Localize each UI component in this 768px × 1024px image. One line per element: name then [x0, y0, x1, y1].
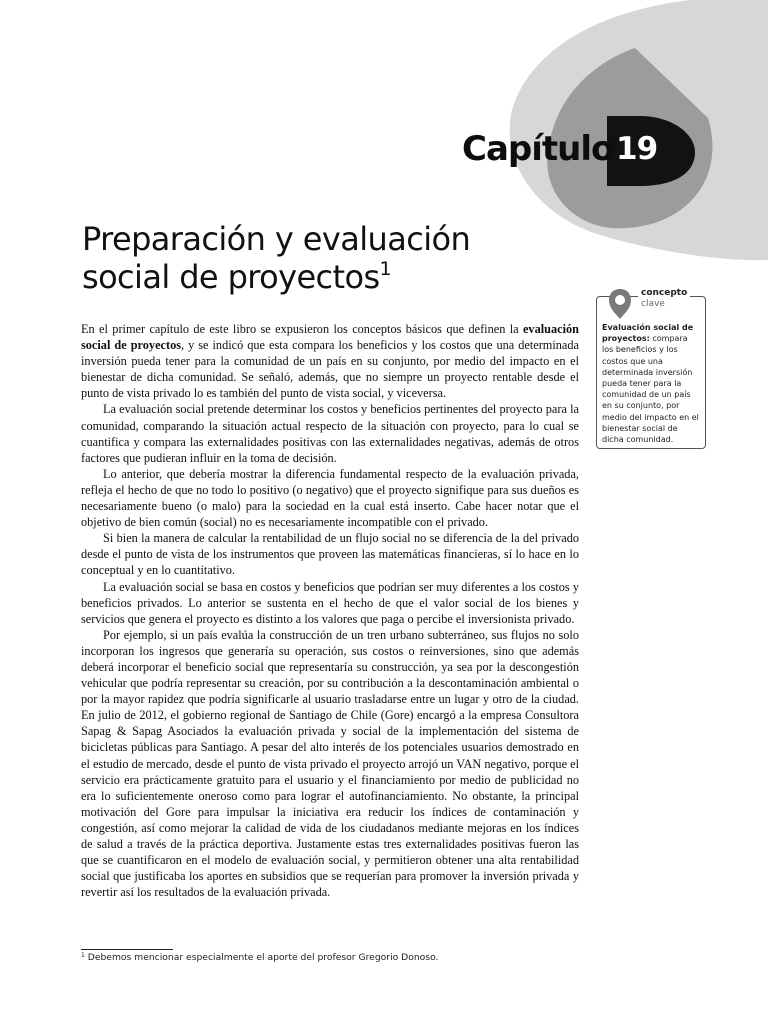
chapter-number: 19 — [616, 131, 658, 167]
chapter-title-line2: social de proyectos — [82, 258, 380, 296]
paragraph-2: La evaluación social pretende determinar los costos y beneficios pertinentes del proyecto para la comunidad, comparando la situación actual respecto de la situación con proyecto, para lo cual se cuantifica y compara las externalidades positivas con las externalidades negativas, además de otros factores que pudieran influir en la toma de decisión. — [81, 402, 579, 465]
paragraph-1 — [81, 321, 579, 401]
key-concept-sidebar — [596, 288, 706, 449]
body-text — [81, 321, 579, 900]
key-concept-text — [602, 322, 700, 445]
paragraph-6: Por ejemplo, si un país evalúa la construcción de un tren urbano subterráneo, sus flujos no solo incorporan los ingresos que generaría su operación, sus costos o reinversiones, sino que además deberá incorporar el beneficio social que representaría su construcción, ya sea por la descongestión vehicular que podría representar su creación, por su contribución a la descontaminación ambiental o por la mayor rapidez que podría significarle al usuario trasladarse entre un lugar y otro de la ciudad. En julio de 2012, el gobierno regional de Santiago de Chile (Gore) encargó a la empresa Consultora Sapag & Sapag Asociados la evaluación privada y social de la implementación del sistema de bicicletas públicas para Santiago. A pesar del alto interés de los potenciales usuarios demostrado en el estudio de mercado, desde el punto de vista privado el proyecto arrojó un VAN negativo, porque el servicio era prácticamente gratuito para el usuario y el financiamiento por medio de publicidad no era lo suficientemente oneroso como para lograr el autofinanciamiento. No obstante, la principal motivación del Gore para impulsar la iniciativa era reducir los índices de contaminación y congestión, así como mejorar la calidad de vida de los ciudadanos mediante mejoras en los índices de salud a través de la práctica deportiva. Justamente estas tres externalidades positivas fueron las que se cuantificaron en el modelo de evaluación social, y permitieron obtener una alta rentabilidad social que justificaba los aportes en subsidios que se requerían para promover la inversión privada y revertir así los resultados de la evaluación privada. — [81, 627, 579, 900]
title-footnote-ref: 1 — [379, 258, 392, 280]
paragraph-3: Lo anterior, que debería mostrar la diferencia fundamental respecto de la evaluación privada, refleja el hecho de que no todo lo positivo (o negativo) que el proyecto signifique para sus dueños es necesariamente bueno (o malo) para la sociedad en la cual está inserto. Cabe hacer notar que el objetivo de bien común (social) no es necesariamente incompatible con el privado. — [81, 466, 579, 530]
footnote-divider — [81, 949, 173, 950]
paragraph-5: La evaluación social se basa en costos y beneficios que podrían ser muy diferentes a los costos y beneficios privados. Lo anterior se sustenta en el hecho de que el valor social de los bienes y servicios que genera el proyecto es distinto a los valores que paga o percibe el inversionista privado. — [81, 579, 579, 626]
key-concept-heading-word1: concepto — [641, 288, 688, 298]
paragraph-1-end: , y se indicó que esta compara los beneficios y los costos que una determinada inversión pueda tener para la comunidad de un país en su conjunto, por medio del impacto en el bienestar de dicha comunidad. Se señaló, además, que no siempre un proyecto rentable desde el punto de vista privado lo es también del punto de vista social, y viceversa. — [81, 338, 579, 401]
paragraph-4: Si bien la manera de calcular la rentabilidad de un flujo social no se diferencia de la del privado desde el punto de vista de los instrumentos que proveen las matemáticas financieras, sí lo hace en lo conceptual y en lo cuantitativo. — [81, 531, 579, 578]
chapter-title — [82, 220, 470, 296]
key-concept-heading — [638, 288, 690, 310]
footnote-number: 1 — [81, 952, 85, 959]
paragraph-1-start: En el primer capítulo de este libro se expusieron los conceptos básicos que definen la — [81, 322, 523, 336]
key-term-highlight: evaluación social de proyectos — [81, 322, 579, 353]
key-concept-definition: compara los beneficios y los costos que una determinada inversión pueda tener para la comunidad de un país en su conjunto, por medio del impacto en el bienestar social de dicha comunidad. — [602, 334, 699, 445]
footnote-text: Debemos mencionar especialmente el aporte del profesor Gregorio Donoso. — [87, 952, 439, 963]
concept-key-icon — [606, 286, 634, 322]
key-concept-term: Evaluación social de proyectos: — [602, 323, 694, 344]
chapter-label: Capítulo — [462, 129, 614, 169]
key-concept-heading-word2: clave — [641, 299, 665, 309]
footnote — [81, 952, 438, 963]
chapter-title-line1: Preparación y evaluación — [82, 220, 471, 258]
